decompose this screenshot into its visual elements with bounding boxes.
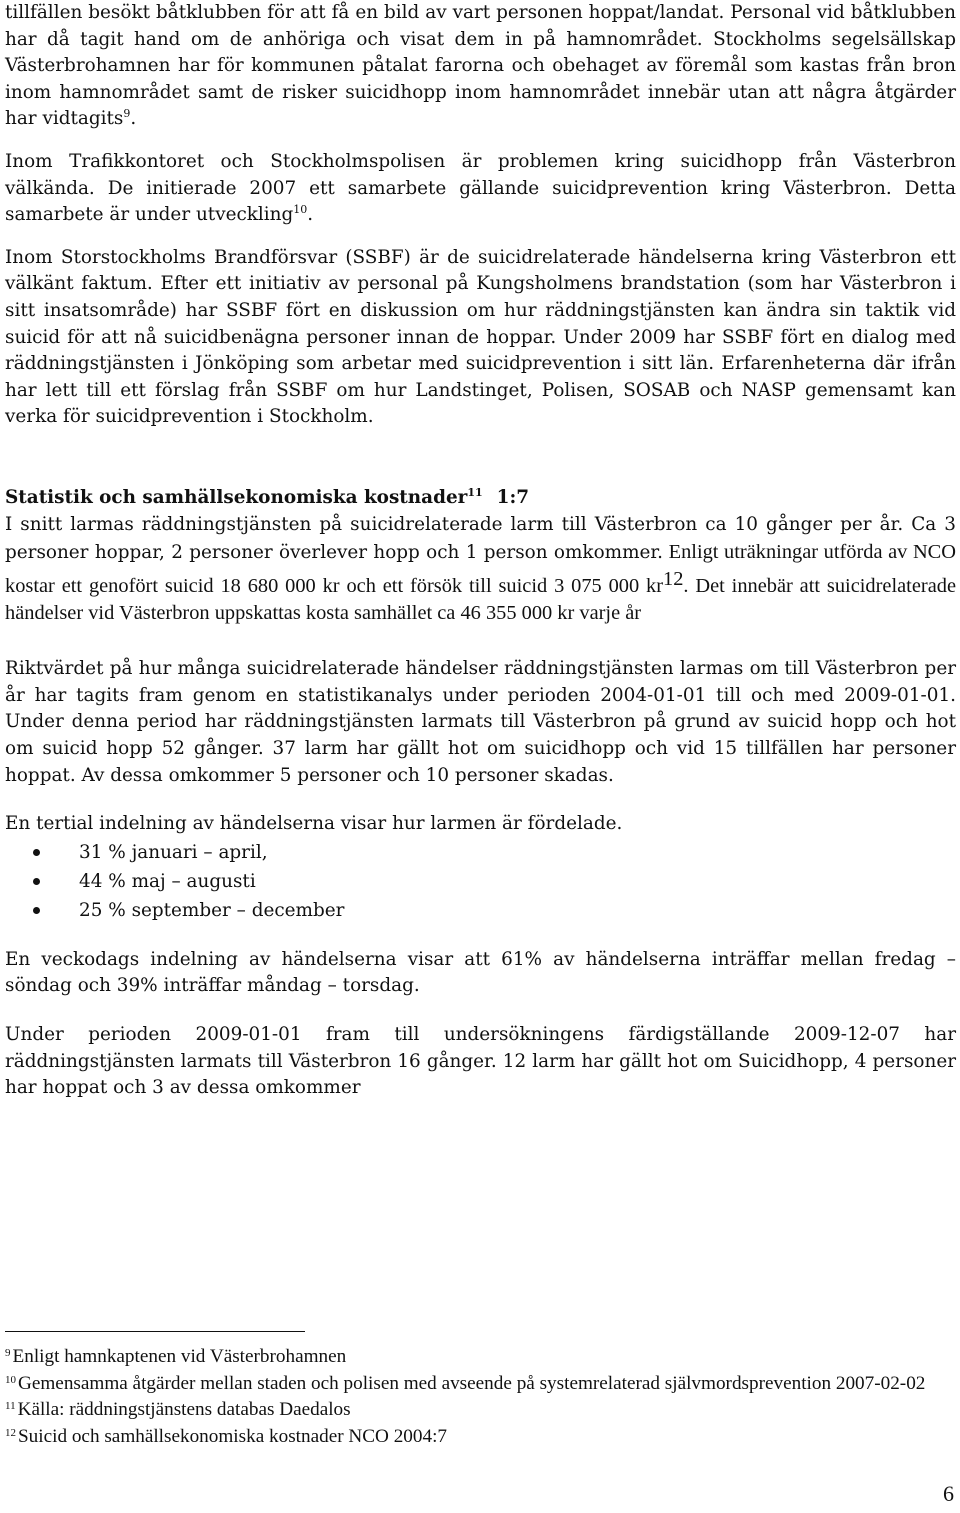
list-item-text: 25 % september – december <box>79 899 345 921</box>
tertial-list <box>5 838 956 925</box>
footnote-ref[interactable]: 12 <box>663 568 684 591</box>
paragraph-statistics <box>5 511 956 626</box>
paragraph-text: tillfällen besökt båtklubben för att få en bild av vart personen hoppat/landat. Personal vid båtklubben har då tagit hand om de anhöriga och visat dem in på hamnområdet. <box>5 2 956 50</box>
footnote-item <box>5 1424 956 1451</box>
paragraph-weekday: En veckodags indelning av händelserna visar att 61% av händelserna inträffar mellan fredag – söndag och 39% inträffar måndag – torsdag. <box>5 948 956 997</box>
list-item <box>33 867 956 896</box>
footnote-ref[interactable]: 11 <box>467 485 483 499</box>
bullet-icon <box>33 878 40 885</box>
bullet-icon <box>33 907 40 914</box>
paragraph-text: I snitt larmas räddningstjänsten på suicidrelaterade larm till Västerbron ca 10 gånger per år. Ca 3 personer hoppar, 2 personer överlever hopp och 1 person omkommer. <box>5 513 956 563</box>
list-item-text: 44 % maj – augusti <box>79 870 256 892</box>
heading-text: Statistik och samhällsekonomiska kostnader <box>5 486 468 508</box>
paragraph-traffic-office: Inom Trafikkontoret och Stockholmspolisen är problemen kring suicidhopp från Västerbron välkända. De initierade 2007 ett samarbete gällande suicidprevention kring Västerbron. Detta samarbete är under utveckling$^{10}$. <box>5 150 956 226</box>
paragraph-text: Inom Trafikkontoret och Stockholmspolisen är problemen kring suicidhopp från Västerbron välkända. De initierade 2007 ett samarbete gällande suicidprevention kring Västerbron. Detta samarbete är under utveckling <box>5 150 956 226</box>
paragraph-fire-brigade: Inom Storstockholms Brandförsvar (SSBF) är de suicidrelaterade händelserna kring Västerbron ett välkänt faktum. Efter ett initiativ av personal på Kungsholmens brandstation (som har Västerbron i sitt insatsområde) har SSBF fört en diskussion om hur räddningstjänsten kan ändra sin taktik vid suicid för att nå suicidbenägna personer innan de hoppar. Under 2009 har SSBF fört en dialog med räddningstjänsten i Jönköping som arbetar med suicidprevention i sitt län. Erfarenheterna där ifrån har lett till ett förslag från SSBF om hur Landstinget, Polisen, SOSAB och NASP gemensamt kan verka för suicidprevention i Stockholm. <box>5 246 956 428</box>
footnote-number: 11 <box>5 1400 16 1413</box>
heading-ratio: 1:7 <box>496 486 530 508</box>
footnote-divider <box>5 1331 305 1332</box>
list-item <box>33 896 956 925</box>
footnote-item <box>5 1397 956 1424</box>
list-item-text: 31 % januari – april, <box>79 841 268 863</box>
bullet-icon <box>33 849 40 856</box>
footnote-text: Källa: räddningstjänstens databas Daedalos <box>17 1399 351 1421</box>
footnote-item <box>5 1344 956 1371</box>
footnote-number: 10 <box>5 1373 16 1386</box>
footnote-text: Suicid och samhällsekonomiska kostnader NCO 2004:7 <box>18 1425 448 1447</box>
document-page <box>5 0 956 1513</box>
footnote-ref[interactable]: 10 <box>293 203 308 217</box>
footnote-text: Gemensamma åtgärder mellan staden och polisen med avseende på systemrelaterad självmordsprevention 2007-02-02 <box>18 1372 926 1394</box>
footnote-number: 12 <box>5 1426 16 1439</box>
footnote-text: Enligt hamnkaptenen vid Västerbrohamnen <box>12 1346 347 1367</box>
footnotes <box>5 1344 956 1450</box>
paragraph-text: Enligt uträkningar utförda av NCO kostar ett genofört suicid 18 680 000 kr och ett försök till suicid 3 075 000 kr <box>5 540 957 598</box>
paragraph-text: Stockholms segelsällskap Västerbrohamnen har för kommunen påtalat farorna och obehaget av föremål som kastas från bron inom hamnområdet samt de risker suicidhopp inom hamnområdet innebär utan att några åtgärder har vidtagits <box>5 28 957 130</box>
footnote-number: 9 <box>5 1347 11 1359</box>
paragraph-text: . Det innebär att suicidrelaterade händelser vid Västerbron uppskattas kosta samhället ca 46 355 000 kr varje år <box>5 575 956 624</box>
paragraph-period-2009: Under perioden 2009-01-01 fram till undersökningens färdigställande 2009-12-07 har räddningstjänsten larmats till Västerbron 16 gånger. 12 larm har gällt hot om Suicidhopp, 4 personer har hoppat och 3 av dessa omkommer <box>5 1024 956 1099</box>
footnote-item <box>5 1371 956 1398</box>
paragraph-boat-club: tillfällen besökt båtklubben för att få en bild av vart personen hoppat/landat. Personal vid båtklubben har då tagit hand om de anhöriga och visat dem in på hamnområdet. Stockholms segelsällskap Västerbrohamnen har för kommunen påtalat farorna och obehaget av föremål som kastas från bron inom hamnområdet samt de risker suicidhopp inom hamnområdet innebär utan att några åtgärder har vidtagits$^9$. <box>5 2 957 130</box>
page-number: 6 <box>943 1481 954 1506</box>
footnote-ref[interactable]: 9 <box>123 107 131 121</box>
paragraph-tertial: En tertial indelning av händelserna visar hur larmen är fördelade. <box>5 813 623 835</box>
list-item <box>33 838 956 867</box>
paragraph-guideline: Riktvärdet på hur många suicidrelaterade händelser räddningstjänsten larmas om till Västerbron per år har tagits fram genom en statistikanalys under perioden 2004-01-01 till och med 2009-01-01. Under denna period har räddningstjänsten larmats till Västerbron på grund av suicid hopp och hot om suicid hopp 52 gånger. 37 larm har gällt hot om suicidhopp och vid 15 tillfällen har personer hoppat. Av dessa omkommer 5 personer och 10 personer skadas. <box>5 658 956 786</box>
section-heading <box>5 485 956 511</box>
